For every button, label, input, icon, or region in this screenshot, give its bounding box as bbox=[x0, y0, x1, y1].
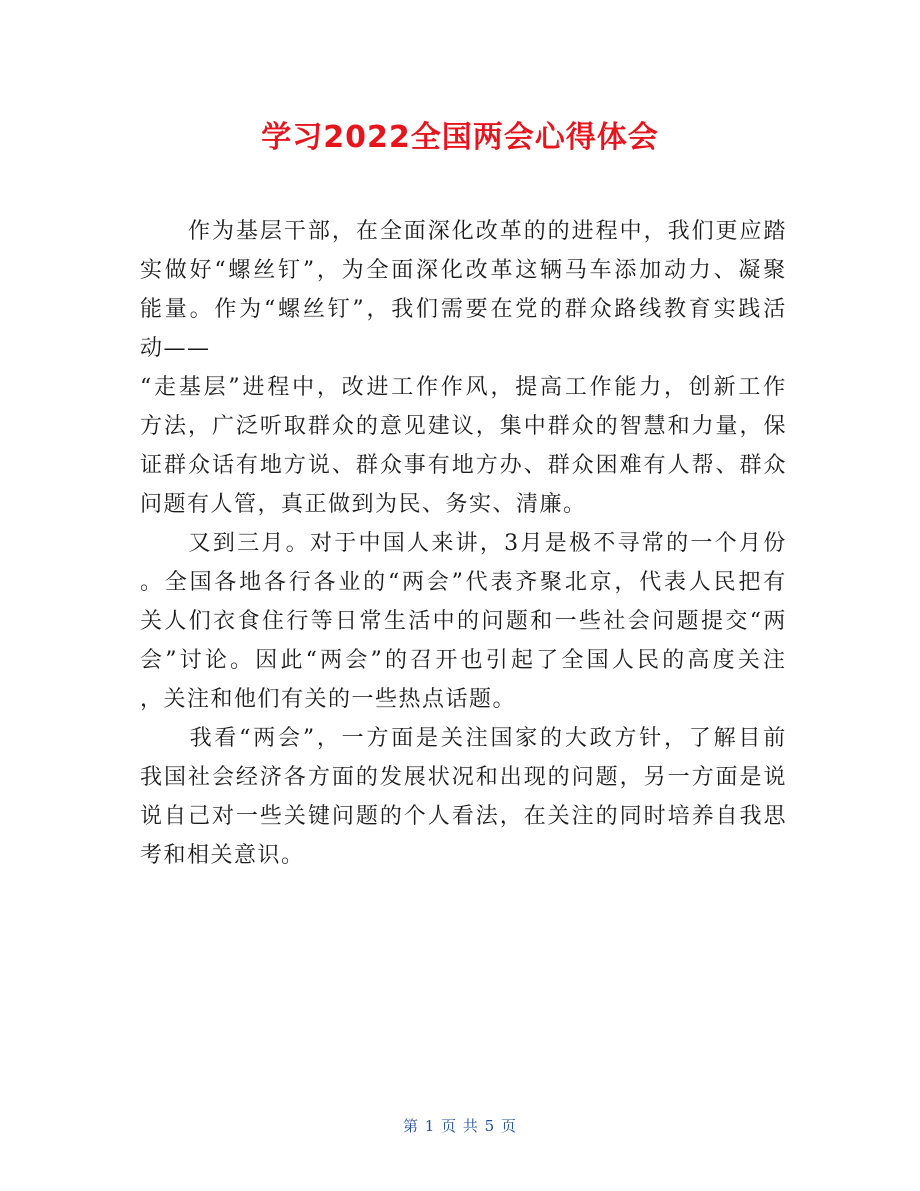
body-line: 又到三月。对于中国人来讲，3月是极不寻常的一个月份 bbox=[140, 531, 788, 556]
body-line: “走基层”进程中，改进工作作风，提高工作能力，创新工作 bbox=[140, 375, 788, 400]
document-body bbox=[140, 212, 788, 875]
document-title: 学习2022全国两会心得体会 bbox=[261, 120, 659, 155]
body-line: 考和相关意识。 bbox=[140, 843, 305, 868]
body-line: 证群众话有地方说、群众事有地方办、群众困难有人帮、群众 bbox=[140, 453, 788, 478]
body-line: 方法，广泛听取群众的意见建议，集中群众的智慧和力量，保 bbox=[140, 414, 788, 439]
body-line: 我看“两会”，一方面是关注国家的大政方针，了解目前 bbox=[140, 726, 788, 751]
body-line: 。全国各地各行各业的“两会”代表齐聚北京，代表人民把有 bbox=[140, 570, 788, 595]
body-line: 说自己对一些关键问题的个人看法，在关注的同时培养自我思 bbox=[140, 804, 788, 829]
body-line: 能量。作为“螺丝钉”，我们需要在党的群众路线教育实践活 bbox=[140, 297, 788, 322]
body-line: 实做好“螺丝钉”，为全面深化改革这辆马车添加动力、凝聚 bbox=[140, 258, 788, 283]
body-line: 关人们衣食住行等日常生活中的问题和一些社会问题提交“两 bbox=[140, 609, 788, 634]
body-line: ，关注和他们有关的一些热点话题。 bbox=[140, 687, 517, 712]
body-line: 作为基层干部，在全面深化改革的的进程中，我们更应踏 bbox=[140, 219, 788, 244]
body-line: 问题有人管，真正做到为民、务实、清廉。 bbox=[140, 492, 587, 517]
body-line: 我国社会经济各方面的发展状况和出现的问题，另一方面是说 bbox=[140, 765, 788, 790]
body-line: 动—— bbox=[140, 336, 211, 361]
page-number-footer: 第 1 页 共 5 页 bbox=[403, 1117, 517, 1135]
body-line: 会”讨论。因此“两会”的召开也引起了全国人民的高度关注 bbox=[140, 648, 788, 673]
